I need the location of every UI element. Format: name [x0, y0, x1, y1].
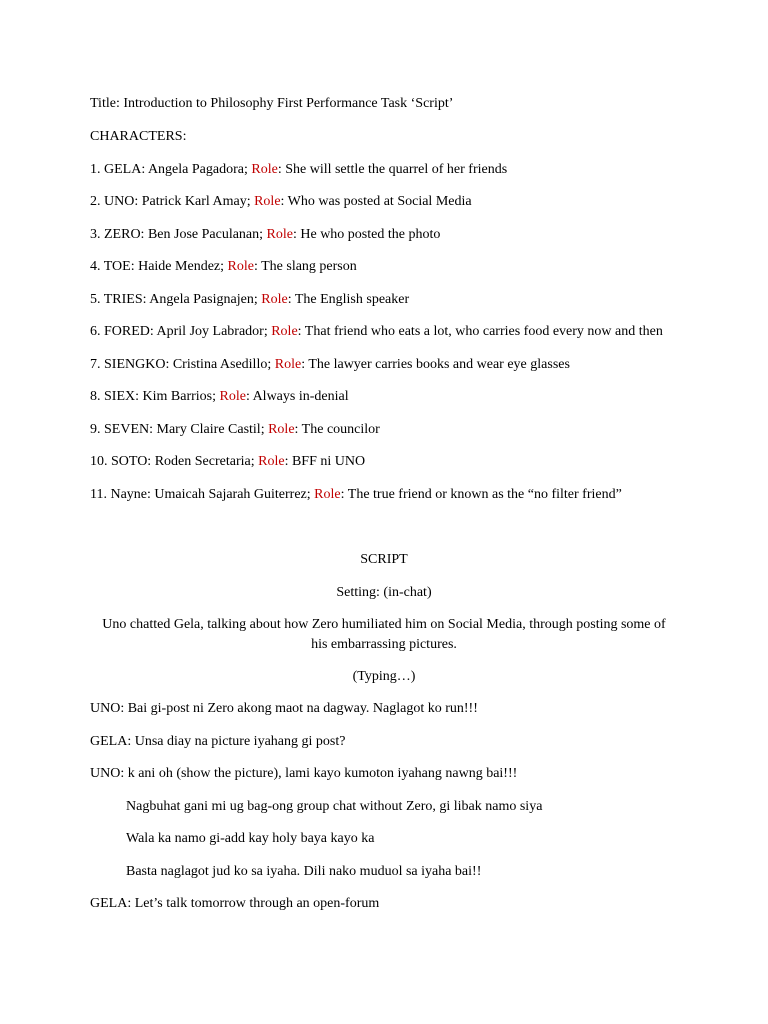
typing-indicator: (Typing…)	[352, 669, 416, 684]
role-label: Role	[227, 259, 254, 274]
role-label: Role	[261, 292, 288, 307]
character-name: 10. SOTO: Roden Secretaria;	[90, 454, 259, 469]
character-item	[90, 486, 622, 504]
character-name: 11. Nayne: Umaicah Sajarah Guiterrez;	[90, 487, 315, 502]
character-role: : He who posted the photo	[292, 227, 441, 242]
character-item	[90, 193, 472, 211]
role-label: Role	[274, 357, 302, 372]
dialogue-line: UNO: Bai gi-post ni Zero akong maot na dagway. Naglagot ko run!!!	[90, 701, 478, 716]
dialogue-continuation: Basta naglagot jud ko sa iyaha. Dili nako muduol sa iyaha bai!!	[126, 864, 482, 879]
role-label: Role	[258, 454, 285, 469]
character-item	[90, 226, 440, 244]
role-label: Role	[268, 422, 295, 437]
intro-paragraph: Uno chatted Gela, talking about how Zero humiliated him on Social Media, through posting some of his embarrassing pictures.	[102, 617, 666, 652]
character-role: : The lawyer carries books and wear eye glasses	[301, 357, 570, 372]
role-label: Role	[254, 194, 281, 209]
character-item	[90, 388, 349, 406]
character-role: : That friend who eats a lot, who carries food every now and then	[297, 324, 663, 339]
character-item	[90, 323, 663, 341]
character-item	[90, 453, 365, 471]
character-role: : Who was posted at Social Media	[280, 194, 472, 209]
character-item	[90, 258, 357, 276]
character-role: : Always in-denial	[245, 389, 349, 404]
character-item	[90, 356, 570, 374]
characters-heading: CHARACTERS:	[90, 129, 187, 144]
role-label: Role	[266, 227, 293, 242]
character-role: : BFF ni UNO	[284, 454, 366, 469]
character-item	[90, 161, 507, 179]
character-item	[90, 421, 380, 439]
character-name: 2. UNO: Patrick Karl Amay;	[90, 194, 255, 209]
setting-line: Setting: (in-chat)	[336, 585, 432, 600]
role-label: Role	[314, 487, 341, 502]
dialogue-continuation: Nagbuhat gani mi ug bag-ong group chat without Zero, gi libak namo siya	[126, 799, 543, 814]
dialogue-line: GELA: Unsa diay na picture iyahang gi post?	[90, 734, 346, 749]
character-name: 4. TOE: Haide Mendez;	[90, 259, 228, 274]
role-label: Role	[219, 389, 246, 404]
character-role: : The councilor	[294, 422, 380, 437]
character-name: 1. GELA: Angela Pagadora;	[90, 162, 252, 177]
dialogue-continuation: Wala ka namo gi-add kay holy baya kayo ka	[126, 831, 375, 846]
character-role: : The true friend or known as the “no filter friend”	[340, 487, 622, 502]
dialogue-line: UNO: k ani oh (show the picture), lami kayo kumoton iyahang nawng bai!!!	[90, 766, 518, 781]
character-name: 5. TRIES: Angela Pasignajen;	[90, 292, 262, 307]
script-heading: SCRIPT	[360, 552, 408, 567]
character-name: 7. SIENGKO: Cristina Asedillo;	[90, 357, 275, 372]
character-name: 9. SEVEN: Mary Claire Castil;	[90, 422, 269, 437]
character-name: 8. SIEX: Kim Barrios;	[90, 389, 220, 404]
document-title: Title: Introduction to Philosophy First Performance Task ‘Script’	[90, 96, 454, 111]
role-label: Role	[271, 324, 298, 339]
character-name: 6. FORED: April Joy Labrador;	[90, 324, 272, 339]
dialogue-line: GELA: Let’s talk tomorrow through an open-forum	[90, 896, 380, 911]
character-role: : The English speaker	[287, 292, 410, 307]
character-item	[90, 291, 409, 309]
role-label: Role	[251, 162, 278, 177]
character-role: : The slang person	[253, 259, 357, 274]
character-name: 3. ZERO: Ben Jose Paculanan;	[90, 227, 267, 242]
character-role: : She will settle the quarrel of her friends	[277, 162, 508, 177]
